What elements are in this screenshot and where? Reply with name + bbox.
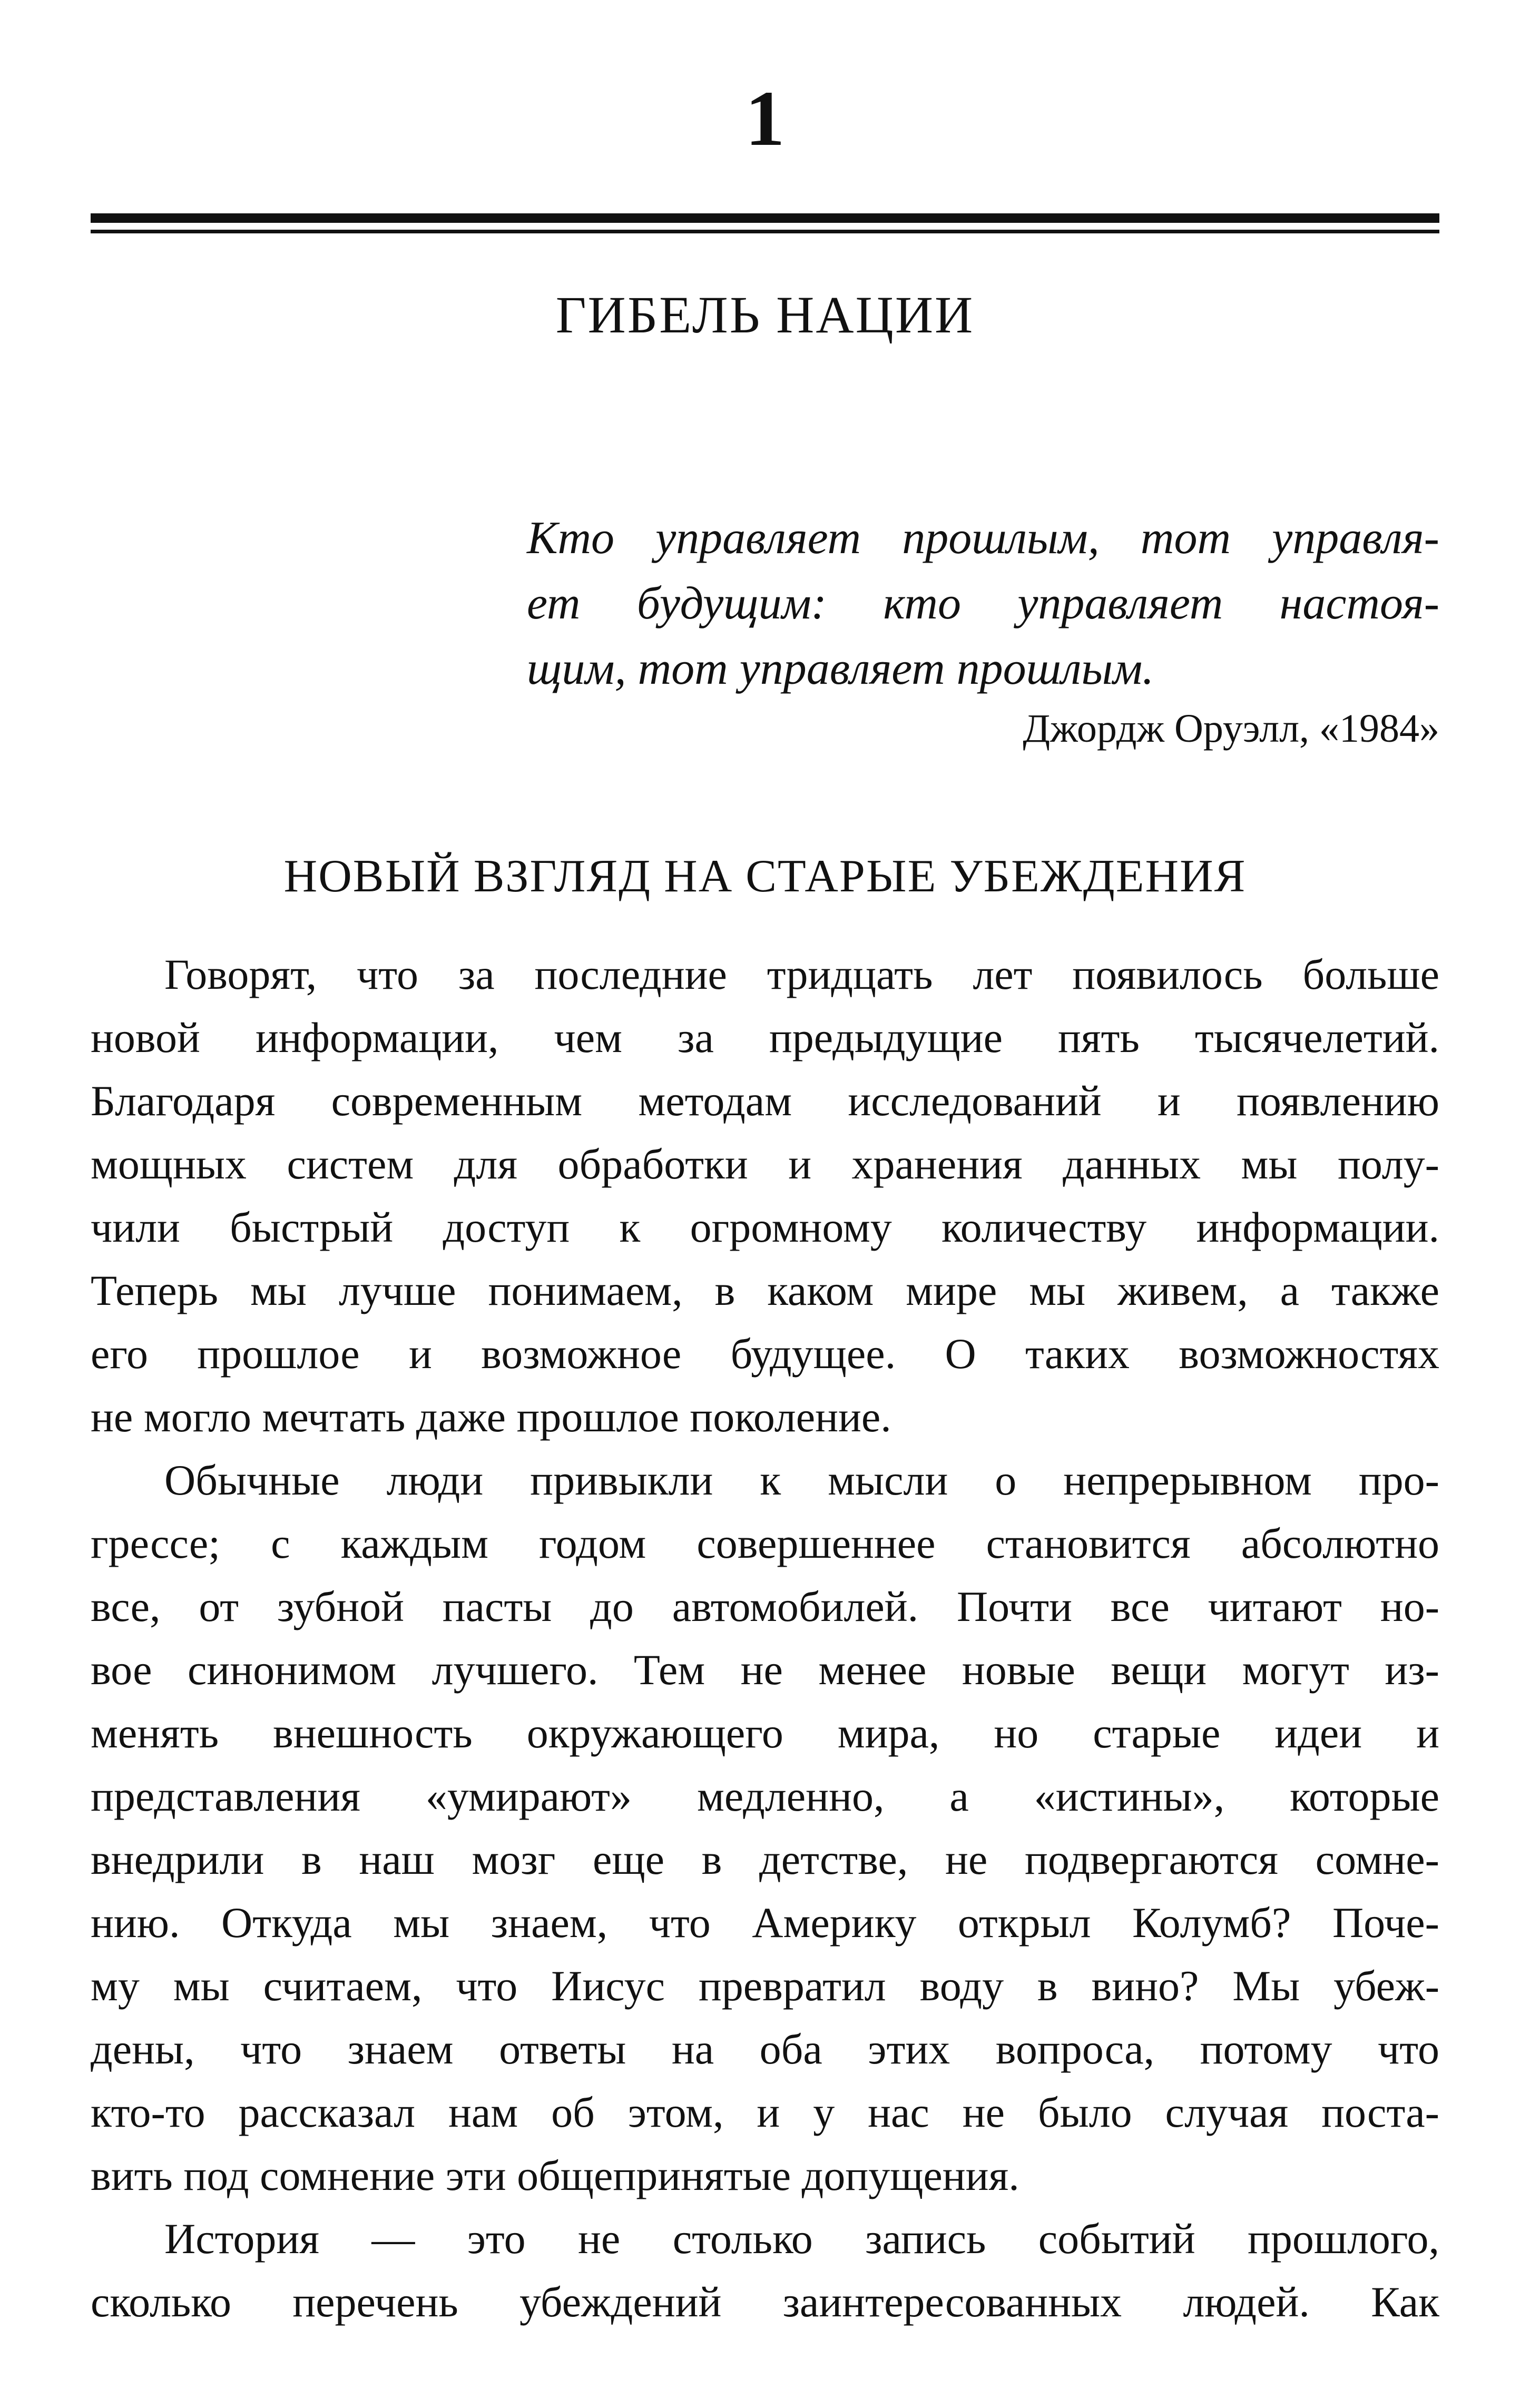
chapter-number: 1: [745, 75, 785, 162]
epigraph-line: ет будущим: кто управляет настоя-: [527, 578, 1439, 629]
text-line: Благодаря современным методам исследований и появлению: [91, 1077, 1439, 1125]
text-line: чили быстрый доступ к огромному количеству информации.: [91, 1203, 1439, 1251]
text-line: все, от зубной пасты до автомобилей. Почти все читают но-: [91, 1583, 1439, 1630]
text-line: представления «умирают» медленно, а «истины», которые: [91, 1772, 1439, 1820]
chapter-rule-thin: [91, 230, 1439, 233]
paragraph: [91, 1449, 1439, 2207]
text-line: грессе; с каждым годом совершеннее становится абсолютно: [91, 1519, 1439, 1567]
text-line: вить под сомнение эти общепринятые допущения.: [91, 2151, 1019, 2199]
text-line: История — это не столько запись событий прошлого,: [164, 2215, 1439, 2263]
paragraph: [91, 2207, 1439, 2334]
text-line: вое синонимом лучшего. Тем не менее новые вещи могут из-: [91, 1646, 1439, 1694]
text-line: дены, что знаем ответы на оба этих вопроса, потому что: [91, 2025, 1439, 2073]
text-line: внедрили в наш мозг еще в детстве, не подвергаются сомне-: [91, 1835, 1439, 1883]
text-line: новой информации, чем за предыдущие пять тысячелетий.: [91, 1014, 1439, 1062]
epigraph-quote: [527, 506, 1439, 702]
text-line: му мы считаем, что Иисус превратил воду в вино? Мы убеж-: [91, 1962, 1439, 2010]
text-line: нию. Откуда мы знаем, что Америку открыл Колумб? Поче-: [91, 1899, 1439, 1947]
text-line: Говорят, что за последние тридцать лет появилось больше: [164, 950, 1439, 998]
text-line: мощных систем для обработки и хранения данных мы полу-: [91, 1140, 1439, 1188]
paragraph: [91, 943, 1439, 1449]
chapter-rule-thick: [91, 213, 1439, 223]
text-line: сколько перечень убеждений заинтересованных людей. Как: [91, 2278, 1439, 2326]
text-line: его прошлое и возможное будущее. О таких возможностях: [91, 1330, 1439, 1378]
section-title: НОВЫЙ ВЗГЛЯД НА СТАРЫЕ УБЕЖДЕНИЯ: [283, 851, 1247, 902]
chapter-title: ГИБЕЛЬ НАЦИИ: [555, 286, 975, 344]
body-text: [91, 943, 1439, 2334]
text-line: Обычные люди привыкли к мысли о непрерывном про-: [164, 1456, 1439, 1504]
text-line: кто-то рассказал нам об этом, и у нас не было случая поста-: [91, 2088, 1439, 2136]
text-line: Теперь мы лучше понимаем, в каком мире мы живем, а также: [91, 1266, 1439, 1314]
text-line: не могло мечтать даже прошлое поколение.: [91, 1393, 891, 1441]
epigraph-line: Кто управляет прошлым, тот управля-: [527, 513, 1439, 564]
epigraph-source: Джордж Оруэлл, «1984»: [1023, 706, 1439, 751]
text-line: менять внешность окружающего мира, но старые идеи и: [91, 1709, 1439, 1757]
epigraph-line: щим, тот управляет прошлым.: [527, 643, 1154, 694]
